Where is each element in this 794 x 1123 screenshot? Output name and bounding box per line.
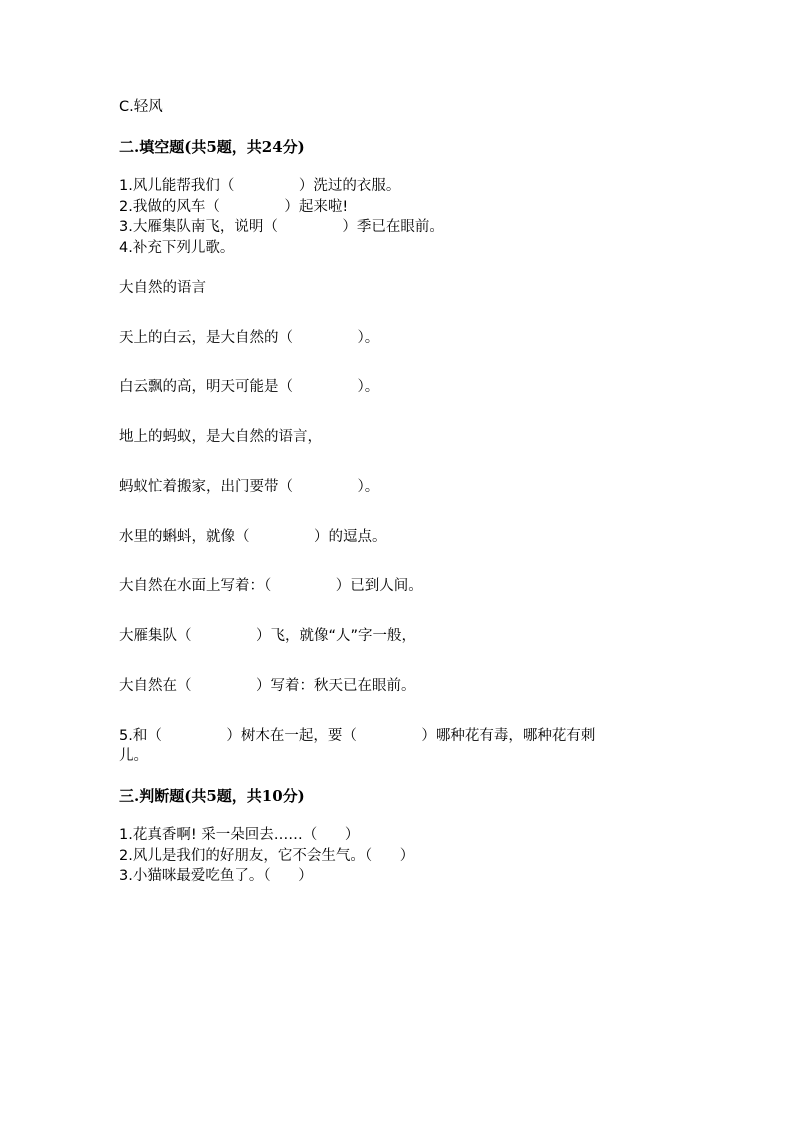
section-heading-judgement: 三.判断题(共5题，共10分) [119, 787, 305, 805]
poem-line-2: 白云飘的高，明天可能是（ ）。 [119, 379, 380, 395]
poem-line-4: 蚂蚁忙着搬家，出门要带（ ）。 [119, 479, 380, 495]
poem-line-6: 大自然在水面上写着：（ ）已到人间。 [119, 578, 423, 594]
question-4: 4.补充下列儿歌。 [119, 240, 235, 256]
poem-line-3: 地上的蚂蚁，是大自然的语言， [119, 429, 322, 445]
question-5-line-2: 儿。 [119, 748, 148, 764]
judgement-question-2: 2.风儿是我们的好朋友，它不会生气。（ ） [119, 848, 415, 864]
poem-line-5: 水里的蝌蚪，就像（ ）的逗点。 [119, 529, 387, 545]
judgement-question-3: 3.小猫咪最爱吃鱼了。（ ） [119, 868, 313, 884]
poem-line-8: 大自然在（ ）写着：秋天已在眼前。 [119, 678, 416, 694]
section-heading-fill-blank: 二.填空题(共5题，共24分) [119, 138, 305, 156]
option-c: C.轻风 [119, 99, 163, 115]
poem-title: 大自然的语言 [119, 280, 206, 296]
question-3: 3.大雁集队南飞，说明（ ）季已在眼前。 [119, 219, 444, 235]
question-2: 2.我做的风车（ ）起来啦! [119, 199, 349, 215]
question-5-line-1: 5.和（ ）树木在一起，要（ ）哪种花有毒，哪种花有刺 [119, 728, 596, 744]
poem-line-1: 天上的白云，是大自然的（ ）。 [119, 330, 380, 346]
judgement-question-1: 1.花真香啊! 采一朵回去……（ ） [119, 827, 360, 843]
question-1: 1.风儿能帮我们（ ）洗过的衣服。 [119, 178, 401, 194]
poem-line-7: 大雁集队（ ）飞，就像“人”字一般， [119, 628, 417, 644]
